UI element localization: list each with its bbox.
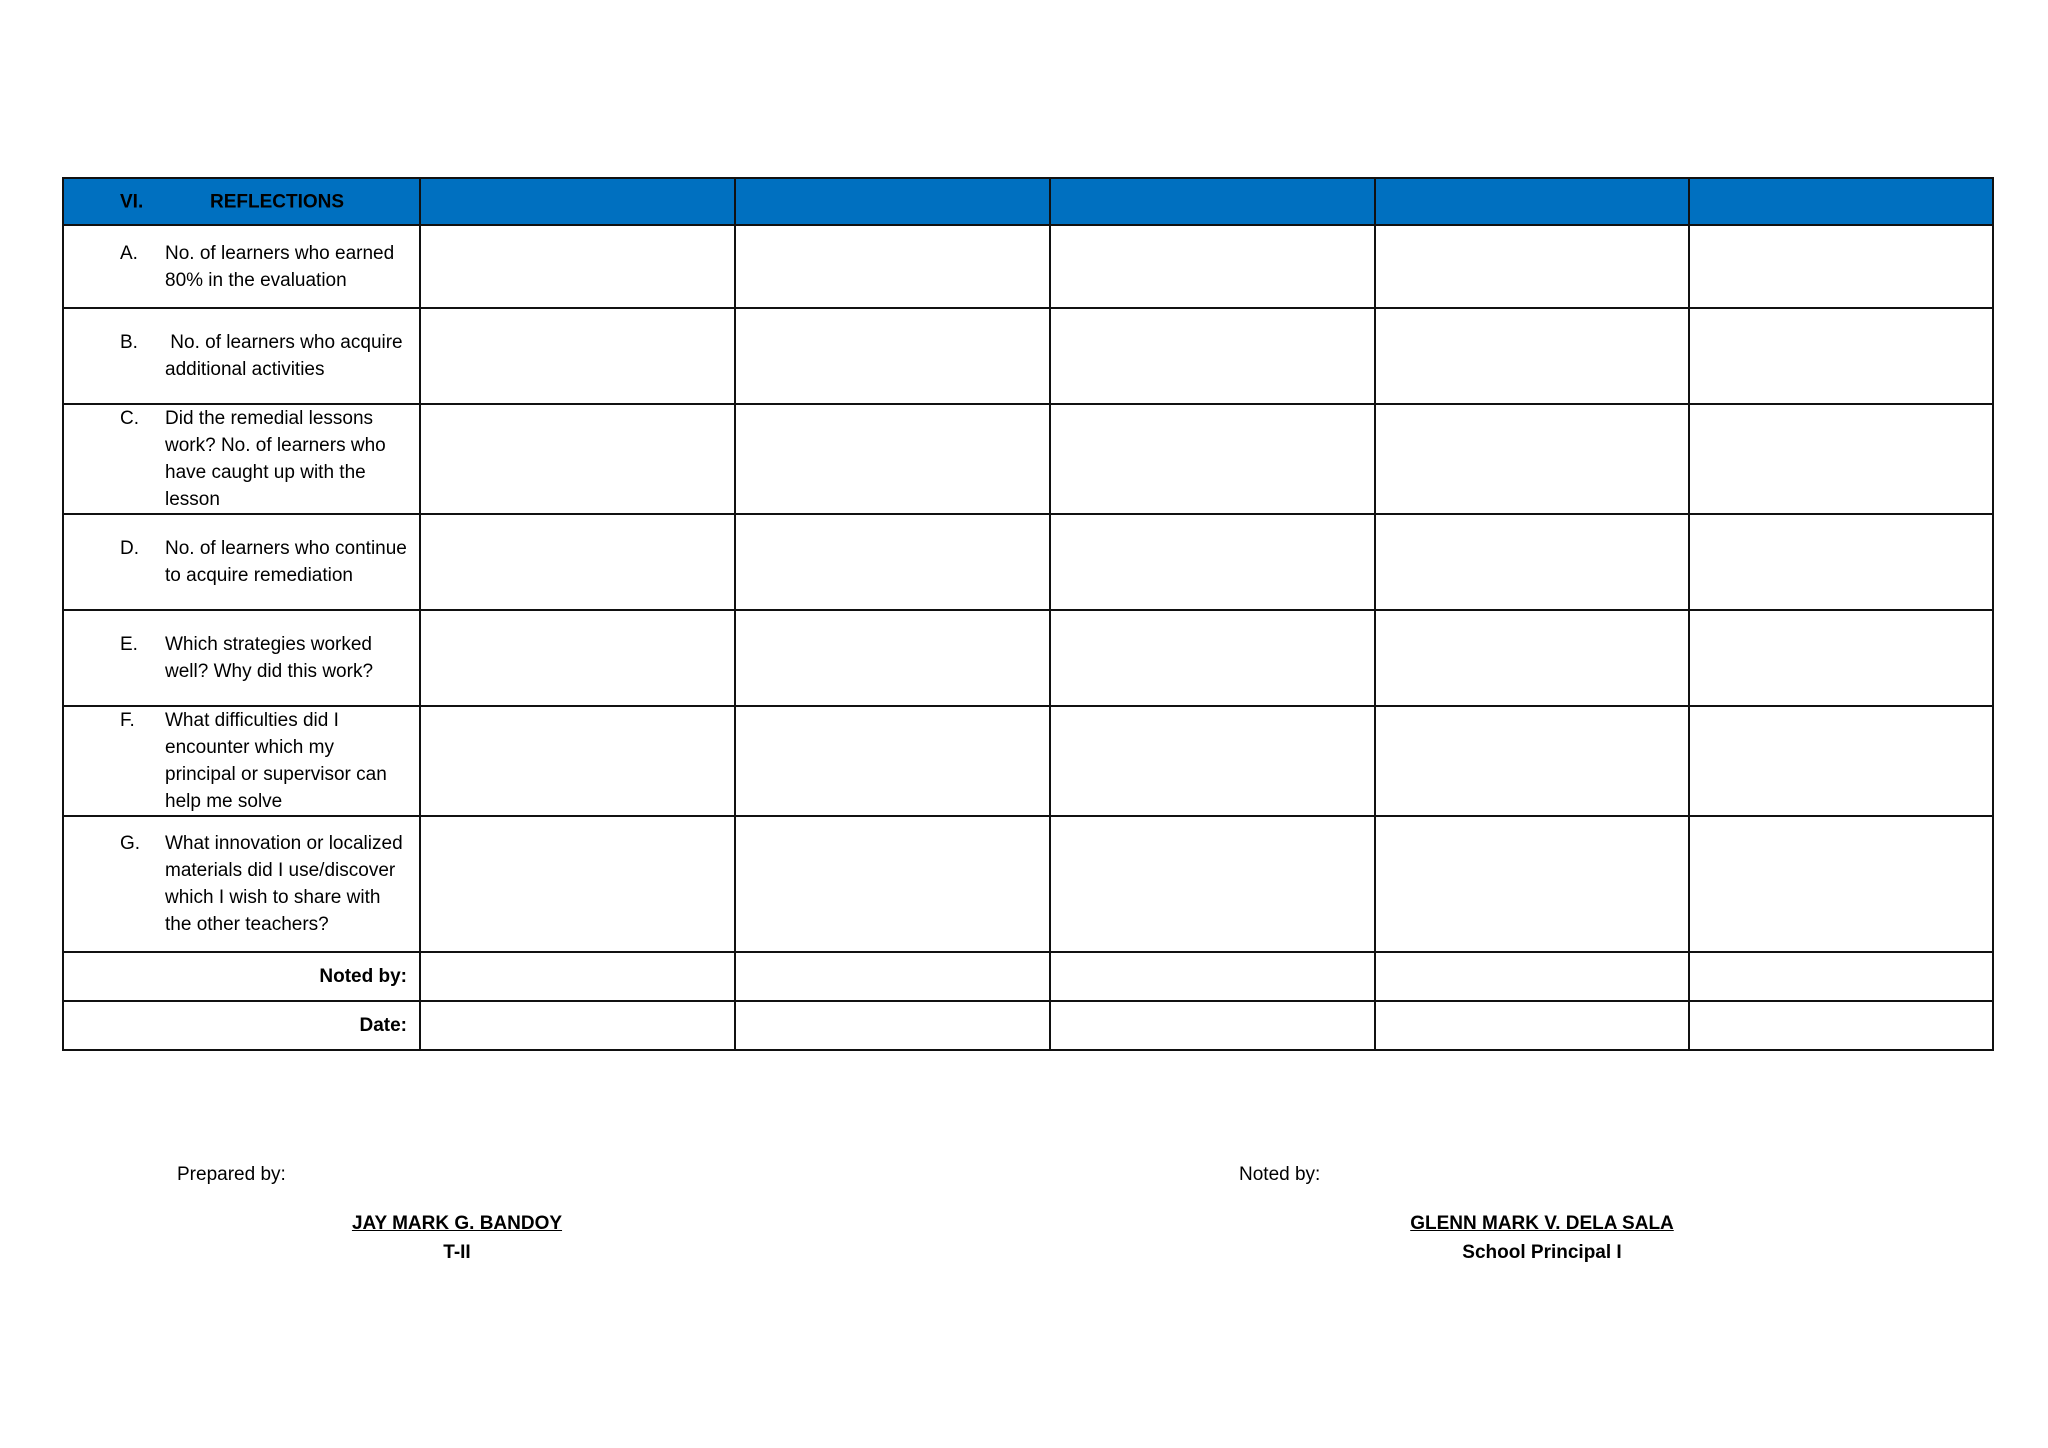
item-letter: E. [120,634,138,655]
item-cell-f [63,706,420,816]
entry-cell[interactable] [1050,706,1375,816]
entry-cell[interactable] [420,1001,735,1050]
entry-cell[interactable] [1375,952,1689,1001]
item-cell-g [63,816,420,952]
item-text: No. of learners who continue to acquire remediation [165,538,407,586]
entry-cell[interactable] [420,404,735,514]
item-text: No. of learners who earned 80% in the evaluation [165,242,395,291]
section-number: VI. [120,191,144,212]
entry-cell[interactable] [1689,1001,1993,1050]
entry-cell[interactable] [1689,225,1993,308]
entry-cell[interactable] [1375,816,1689,952]
item-text: What difficulties did I encounter which my principal or supervisor can help me solve [165,710,387,812]
table-header-row [63,178,1993,225]
entry-cell[interactable] [1375,514,1689,610]
item-letter: A. [120,242,138,264]
noted-by-label: Noted by: [63,952,420,1001]
entry-cell[interactable] [1050,404,1375,514]
item-text: Did the remedial lessons work? No. of learners who have caught up with the lesson [165,408,386,510]
table-row [63,514,1993,610]
section-title: REFLECTIONS [210,191,345,212]
entry-cell[interactable] [735,952,1050,1001]
item-text: What innovation or localized materials did I use/discover which I wish to share with the other teachers? [165,833,403,935]
date-row [63,1001,1993,1050]
item-cell-c [63,404,420,514]
entry-cell[interactable] [1050,1001,1375,1050]
item-letter: D. [120,538,139,559]
entry-cell[interactable] [1689,952,1993,1001]
entry-cell[interactable] [420,514,735,610]
item-cell-a [63,225,420,308]
entry-cell[interactable] [1375,610,1689,706]
entry-cell[interactable] [420,308,735,404]
table-row [63,706,1993,816]
entry-cell[interactable] [735,404,1050,514]
entry-cell[interactable] [1050,610,1375,706]
header-cell-5 [1689,178,1993,225]
section-header-cell [63,178,420,225]
item-text: Which strategies worked well? Why did this work? [165,634,374,682]
entry-cell[interactable] [1689,610,1993,706]
item-cell-b [63,308,420,404]
entry-cell[interactable] [1050,514,1375,610]
entry-cell[interactable] [420,952,735,1001]
entry-cell[interactable] [735,816,1050,952]
prepared-by-label: Prepared by: [177,1164,286,1185]
item-text: No. of learners who acquire additional activities [165,332,408,380]
table-row [63,308,1993,404]
entry-cell[interactable] [1689,404,1993,514]
noted-by-title: School Principal I [1462,1242,1622,1263]
entry-cell[interactable] [1689,706,1993,816]
header-cell-4 [1375,178,1689,225]
item-cell-e [63,610,420,706]
noted-by-signature-label: Noted by: [1239,1164,1321,1185]
header-cell-3 [1050,178,1375,225]
entry-cell[interactable] [1375,404,1689,514]
table-row [63,816,1993,952]
entry-cell[interactable] [420,816,735,952]
prepared-by-name: JAY MARK G. BANDOY [351,1213,563,1234]
table-row [63,404,1993,514]
entry-cell[interactable] [735,225,1050,308]
item-cell-d [63,514,420,610]
entry-cell[interactable] [735,308,1050,404]
entry-cell[interactable] [1050,816,1375,952]
entry-cell[interactable] [1689,514,1993,610]
entry-cell[interactable] [735,1001,1050,1050]
header-cell-1 [420,178,735,225]
entry-cell[interactable] [420,706,735,816]
item-letter: G. [120,833,141,854]
entry-cell[interactable] [1050,225,1375,308]
noted-by-name: GLENN MARK V. DELA SALA [1410,1213,1674,1234]
entry-cell[interactable] [1050,308,1375,404]
entry-cell[interactable] [735,706,1050,816]
entry-cell[interactable] [1050,952,1375,1001]
entry-cell[interactable] [735,514,1050,610]
prepared-by-title: T-II [443,1242,471,1263]
date-label: Date: [63,1001,420,1050]
entry-cell[interactable] [1689,816,1993,952]
item-letter: F. [120,710,135,731]
header-cell-2 [735,178,1050,225]
item-letter: B. [120,332,138,353]
entry-cell[interactable] [1375,225,1689,308]
entry-cell[interactable] [420,225,735,308]
entry-cell[interactable] [1689,308,1993,404]
entry-cell[interactable] [1375,308,1689,404]
entry-cell[interactable] [735,610,1050,706]
table-row [63,610,1993,706]
noted-by-row [63,952,1993,1001]
entry-cell[interactable] [1375,706,1689,816]
entry-cell[interactable] [420,610,735,706]
reflections-table [62,177,1994,1051]
entry-cell[interactable] [1375,1001,1689,1050]
table-row [63,225,1993,308]
item-letter: C. [120,408,139,429]
